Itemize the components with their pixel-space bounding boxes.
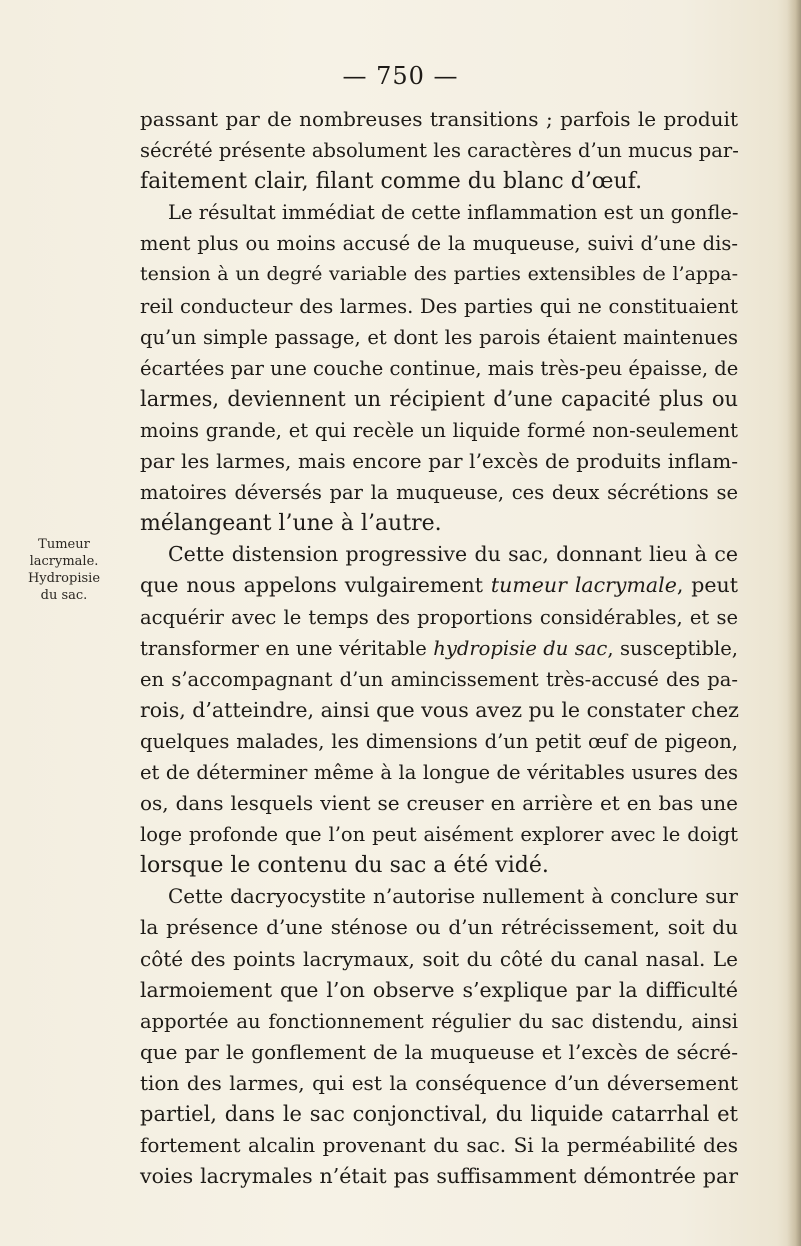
text-segment: , peut (676, 573, 738, 598)
text-line: la présence d’une sténose ou d’un rétrécissement, soit du (140, 915, 738, 940)
text-line: Le résultat immédiat de cette inflammation est un gonfle- (168, 201, 739, 225)
page-number: — 750 — (342, 62, 459, 90)
text-line: Cette dacryocystite n’autorise nullement à conclure sur (168, 884, 738, 909)
text-line: tion des larmes, qui est la conséquence d’un déversement (140, 1070, 738, 1095)
text-line: faitement clair, filant comme du blanc d’œuf. (140, 169, 643, 195)
margin-note-line: Hydropisie (27, 571, 101, 586)
text-line: apportée au fonctionnement régulier du sac distendu, ainsi (140, 1009, 738, 1033)
text-line: Cette distension progressive du sac, donnant lieu à ce (168, 542, 738, 567)
page-edge-shadow (787, 0, 801, 1246)
text-line: qu’un simple passage, et dont les parois étaient maintenues (140, 325, 738, 349)
text-line: ment plus ou moins accusé de la muqueuse, suivi d’une dis- (140, 232, 738, 256)
text-line: partiel, dans le sac conjonctival, du liquide catarrhal et (140, 1102, 738, 1126)
text-line: loge profonde que l’on peut aisément explorer avec le doigt (140, 823, 738, 847)
text-line: passant par de nombreuses transitions ; parfois le produit (140, 107, 738, 131)
text-line: os, dans lesquels vient se creuser en arrière et en bas une (140, 791, 738, 816)
body-text (140, 104, 738, 1192)
text-line: reil conducteur des larmes. Des parties qui ne constituaient (140, 294, 738, 318)
text-line: et de déterminer même à la longue de véritables usures des (140, 760, 738, 784)
text-line: matoires déversés par la muqueuse, ces deux sécrétions se (140, 481, 738, 505)
text-segment: que nous appelons vulgairement (140, 573, 491, 598)
text-line: écartées par une couche continue, mais très-peu épaisse, de (140, 356, 739, 380)
text-segment: , susceptible, (607, 636, 738, 660)
text-line (140, 633, 738, 664)
text-line: voies lacrymales n’était pas suffisamment démontrée par (140, 1164, 738, 1189)
text-segment: transformer en une véritable (140, 636, 434, 660)
margin-note-line: Tumeur (38, 537, 90, 552)
text-line: rois, d’atteindre, ainsi que vous avez pu le constater chez (140, 697, 739, 722)
italic-term: hydropisie du sac (433, 636, 608, 660)
text-line: tension à un degré variable des parties extensibles de l’appa- (140, 263, 738, 286)
text-line: par les larmes, mais encore par l’excès de produits inflam- (140, 449, 738, 474)
text-line: larmoiement que l’on observe s’explique par la difficulté (140, 977, 738, 1002)
text-line: quelques malades, les dimensions d’un petit œuf de pigeon, (140, 729, 738, 753)
text-line: acquérir avec le temps des proportions considérables, et se (140, 605, 738, 629)
text-line (140, 570, 738, 601)
margin-note (14, 536, 114, 604)
margin-note-line: du sac. (40, 588, 88, 603)
text-line: que par le gonflement de la muqueuse et l’excès de sécré- (140, 1039, 738, 1064)
text-line: larmes, deviennent un récipient d’une capacité plus ou (140, 386, 738, 411)
italic-term: tumeur lacrymale (490, 573, 677, 598)
text-line: côté des points lacrymaux, soit du côté du canal nasal. Le (140, 946, 738, 971)
text-line: en s’accompagnant d’un amincissement très-accusé des pa- (140, 667, 738, 691)
text-line: sécrété présente absolument les caractères d’un mucus par- (140, 139, 739, 163)
text-line: mélangeant l’une à l’autre. (140, 511, 442, 537)
margin-note-line: lacrymale. (29, 554, 99, 569)
text-line: lorsque le contenu du sac a été vidé. (140, 853, 549, 879)
text-line: fortement alcalin provenant du sac. Si la perméabilité des (140, 1133, 738, 1158)
text-line: moins grande, et qui recèle un liquide formé non-seulement (140, 418, 738, 442)
